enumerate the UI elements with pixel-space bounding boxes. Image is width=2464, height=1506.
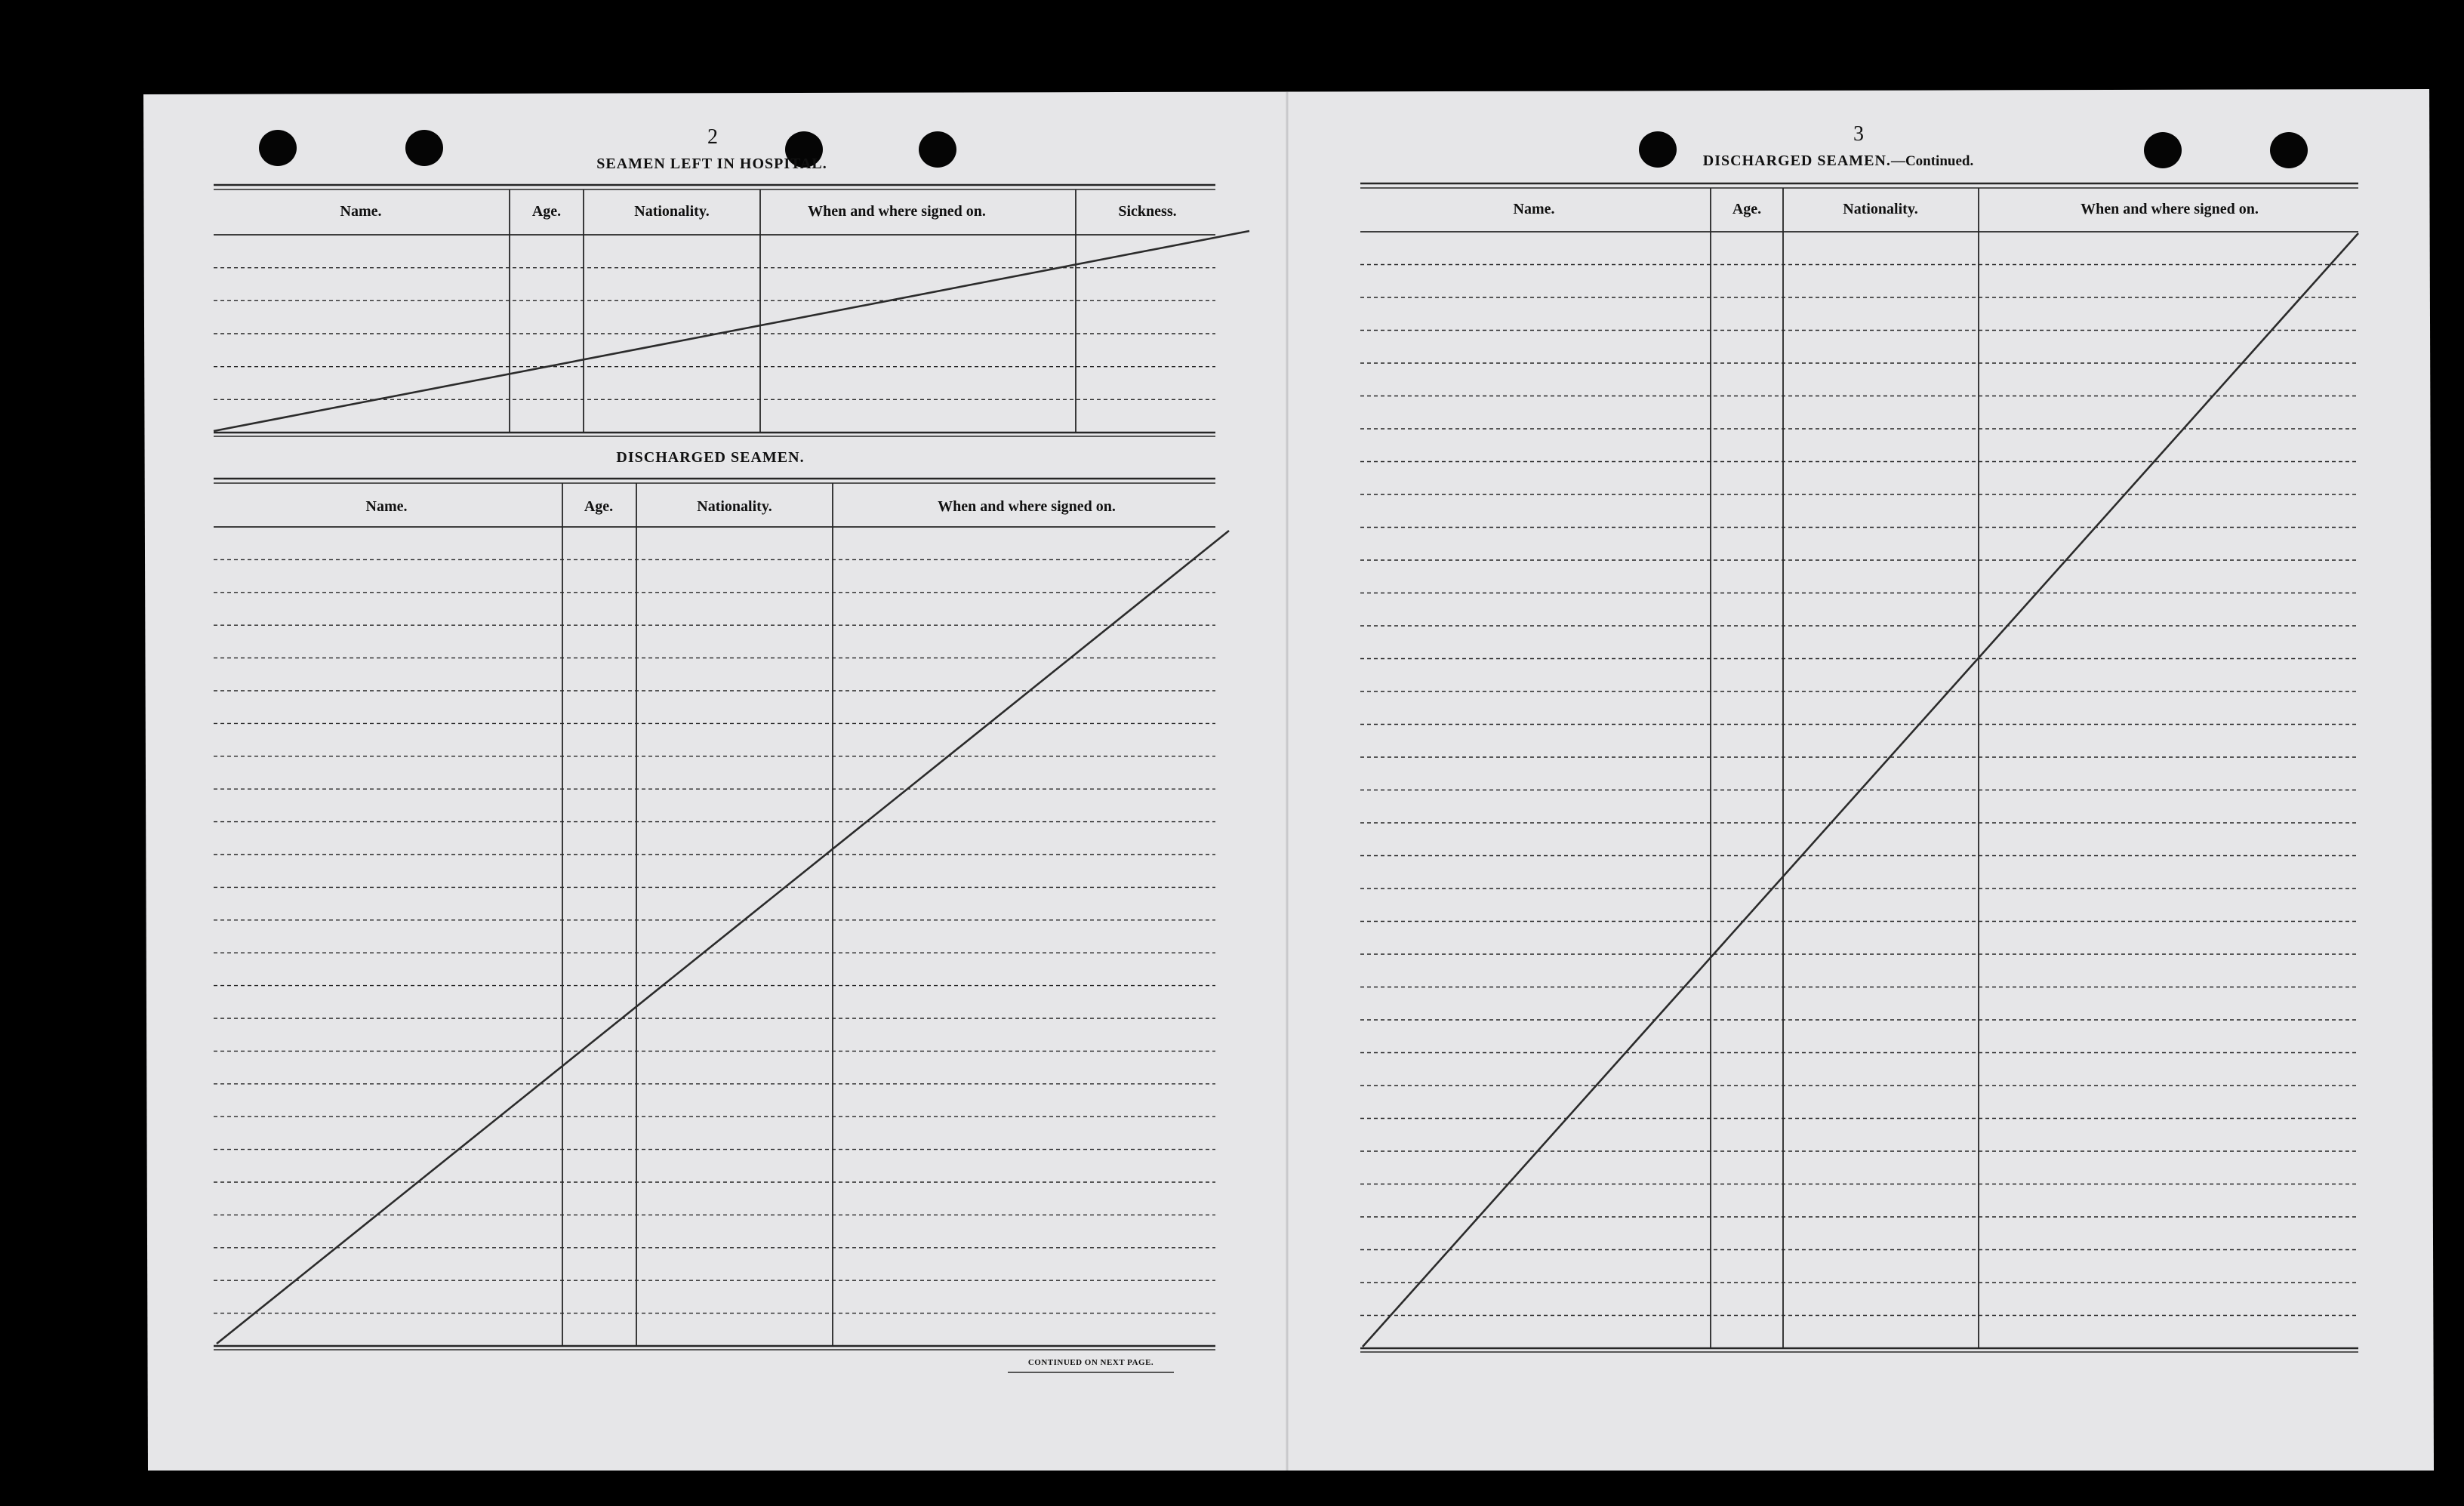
punch-hole-icon	[1639, 131, 1677, 168]
hospital-col-signed-on: When and where signed on.	[808, 203, 986, 220]
punch-hole-icon	[919, 131, 956, 168]
discharged-continued-suffix: —Continued.	[1890, 153, 1974, 169]
continued-col-name: Name.	[1513, 201, 1555, 217]
discharged-col-signed-on: When and where signed on.	[938, 498, 1116, 515]
continued-col-age: Age.	[1732, 201, 1762, 217]
discharged-section-heading: DISCHARGED SEAMEN.	[616, 449, 805, 466]
right-page-number: 3	[1853, 122, 1864, 146]
hospital-section-heading: SEAMEN LEFT IN HOSPITAL.	[596, 156, 827, 172]
discharged-continued-heading	[1703, 153, 1973, 168]
discharged-col-age: Age.	[584, 498, 614, 515]
hospital-col-sickness: Sickness.	[1118, 203, 1177, 220]
punch-hole-icon	[2144, 132, 2182, 168]
punch-hole-icon	[259, 130, 297, 166]
continued-col-signed-on: When and where signed on.	[2081, 201, 2259, 217]
paper-sheet	[143, 89, 2434, 1471]
discharged-col-name: Name.	[365, 498, 408, 515]
hospital-col-name: Name.	[340, 203, 382, 220]
discharged-col-nationality: Nationality.	[697, 498, 772, 515]
punch-hole-icon	[2270, 132, 2308, 168]
discharged-continued-title: DISCHARGED SEAMEN.	[1702, 152, 1891, 169]
hospital-col-age: Age.	[531, 203, 562, 220]
continued-col-nationality: Nationality.	[1843, 201, 1918, 217]
hospital-col-nationality: Nationality.	[634, 203, 710, 220]
punch-hole-icon	[405, 130, 443, 166]
left-page-number: 2	[707, 125, 718, 149]
continued-note: CONTINUED ON NEXT PAGE.	[1027, 1358, 1154, 1367]
